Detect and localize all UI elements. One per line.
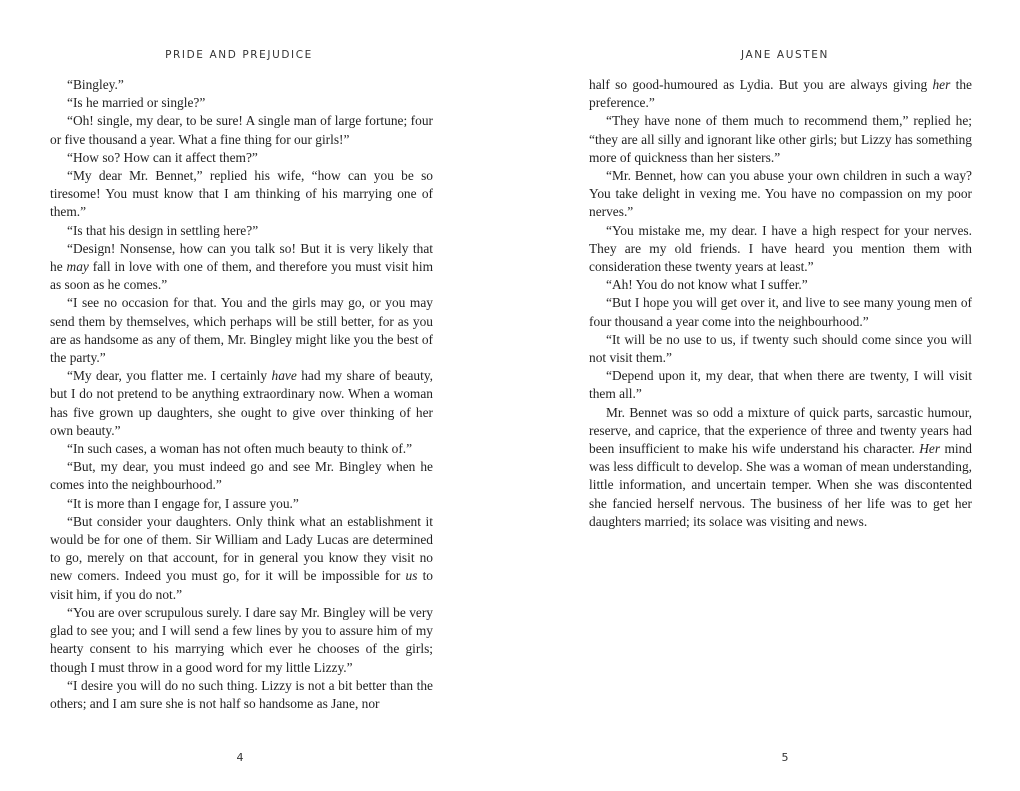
italic-emphasis: us <box>405 568 418 584</box>
italic-emphasis: may <box>66 259 89 275</box>
paragraph: “Oh! single, my dear, to be sure! A single man of large fortune; four or five thousand a year. What a fine thing for our girls!” <box>50 113 433 147</box>
paragraph: “Design! Nonsense, how can you talk so! But it is very likely that he may fall in love with one of them, and therefore you must visit him as soon as he comes.” <box>50 240 433 293</box>
paragraph: “Depend upon it, my dear, that when there are twenty, I will visit them all.” <box>589 368 972 402</box>
paragraph: “My dear, you flatter me. I certainly have had my share of beauty, but I do not pretend to be anything extraordinary now. When a woman has five grown up daughters, she ought to give over thinking of her own beauty.” <box>50 368 434 438</box>
paragraph: “They have none of them much to recommend them,” replied he; “they are all silly and ignorant like other girls; but Lizzy has something more of quickness than her sisters.” <box>589 113 972 165</box>
paragraph: “You mistake me, my dear. I have a high respect for your nerves. They are my old friends. I have heard you mention them with consideration these twenty years at least.” <box>589 222 972 275</box>
paragraph: “How so? How can it affect them?” <box>67 149 258 165</box>
paragraph: “But I hope you will get over it, and live to see many young men of four thousand a year come into the neighbourhood.” <box>589 295 972 329</box>
paragraph: “But consider your daughters. Only think what an establishment it would be for one of them. Sir William and Lady Lucas are determined to go, merely on that account, for in general you know they visit no new comers. Indeed you must go, for it will be impossible for us to visit him, if you do not.” <box>50 513 433 602</box>
paragraph: “My dear Mr. Bennet,” replied his wife, “how can you be so tiresome! You must know that I am thinking of his marrying one of them.” <box>50 168 433 220</box>
paragraph-continued: half so good-humoured as Lydia. But you are always giving her the preference.” <box>589 77 972 111</box>
paragraph: “Bingley.” <box>67 77 124 92</box>
paragraph: “Is he married or single?” <box>67 95 206 111</box>
page-number: 5 <box>781 751 789 764</box>
running-head-author: JANE AUSTEN <box>741 49 829 61</box>
paragraph: “Mr. Bennet, how can you abuse your own children in such a way? You take delight in vexing me. You have no compassion on my poor nerves.” <box>589 168 972 220</box>
left-page-body <box>50 76 433 713</box>
paragraph: “But, my dear, you must indeed go and see Mr. Bingley when he comes into the neighbourhood.” <box>50 459 433 493</box>
paragraph: Mr. Bennet was so odd a mixture of quick parts, sarcastic humour, reserve, and caprice, that the experience of three and twenty years had been insufficient to make his wife understand his character. Her mind was less difficult to develop. She was a woman of mean understanding, little information, and uncertain temper. When she was discontented she fancied herself nervous. The business of her life was to get her daughters married; its solace was visiting and news. <box>589 404 972 529</box>
paragraph: “It is more than I engage for, I assure you.” <box>67 495 299 511</box>
paragraph: “In such cases, a woman has not often much beauty to think of.” <box>67 441 413 457</box>
running-head-book-title: PRIDE AND PREJUDICE <box>165 49 313 61</box>
italic-emphasis: have <box>271 368 297 384</box>
paragraph: “I see no occasion for that. You and the girls may go, or you may send them by themselves, which perhaps will be still better, for as you are as handsome as any of them, Mr. Bingley might like you the best of the party.” <box>50 295 433 366</box>
italic-emphasis: her <box>932 77 951 92</box>
right-page-body <box>589 76 972 531</box>
paragraph: “I desire you will do no such thing. Lizzy is not a bit better than the others; and I am sure she is not half so handsome as Jane, nor <box>50 677 433 711</box>
italic-emphasis: Her <box>919 441 941 457</box>
page-number: 4 <box>236 751 244 764</box>
paragraph: “Is that his design in settling here?” <box>67 222 259 238</box>
paragraph: “You are over scrupulous surely. I dare say Mr. Bingley will be very glad to see you; and I will send a few lines by you to assure him of my hearty consent to his marrying which ever he chooses of the girls; though I must throw in a good word for my little Lizzy.” <box>50 604 433 675</box>
paragraph: “Ah! You do not know what I suffer.” <box>606 277 808 293</box>
paragraph: “It will be no use to us, if twenty such should come since you will not visit them.” <box>589 331 972 366</box>
right-page <box>510 0 1020 791</box>
